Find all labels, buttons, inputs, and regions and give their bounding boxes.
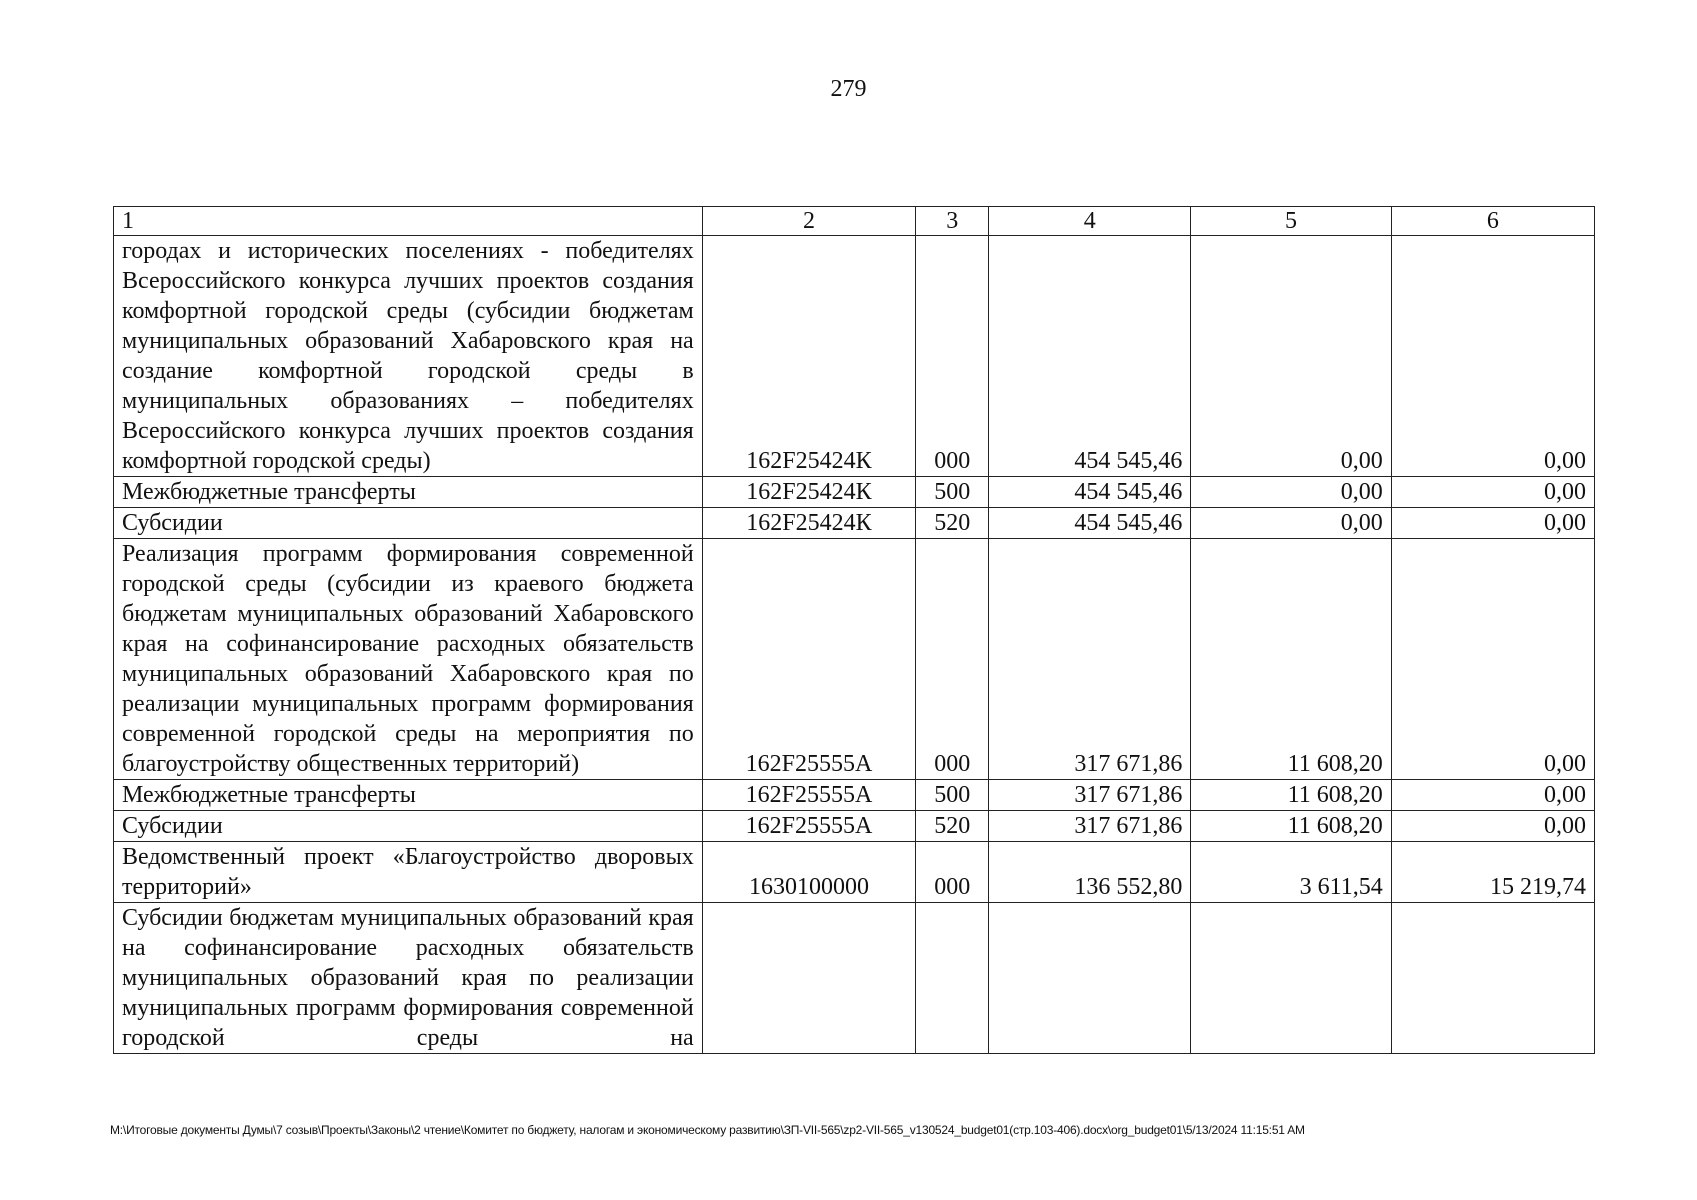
target-code: 162F25555А <box>702 539 916 780</box>
amount-col6: 0,00 <box>1391 539 1594 780</box>
row-description: Межбюджетные трансферты <box>114 780 703 811</box>
table-row <box>114 236 1595 477</box>
table-row <box>114 780 1595 811</box>
target-code: 162F25424К <box>702 477 916 508</box>
expense-type: 520 <box>916 811 989 842</box>
column-header: 5 <box>1191 207 1391 236</box>
amount-col4: 454 545,46 <box>989 477 1191 508</box>
amount-col6: 15 219,74 <box>1391 842 1594 903</box>
amount-col5: 0,00 <box>1191 236 1391 477</box>
amount-col6: 0,00 <box>1391 508 1594 539</box>
amount-col5: 11 608,20 <box>1191 539 1391 780</box>
column-header: 1 <box>114 207 703 236</box>
expense-type: 000 <box>916 236 989 477</box>
expense-type <box>916 903 989 1054</box>
amount-col4: 317 671,86 <box>989 539 1191 780</box>
amount-col4: 454 545,46 <box>989 236 1191 477</box>
table-row <box>114 477 1595 508</box>
amount-col5: 0,00 <box>1191 508 1391 539</box>
table-row <box>114 508 1595 539</box>
amount-col6: 0,00 <box>1391 236 1594 477</box>
amount-col4: 317 671,86 <box>989 811 1191 842</box>
column-header: 4 <box>989 207 1191 236</box>
table-row <box>114 811 1595 842</box>
target-code: 162F25424К <box>702 508 916 539</box>
row-description: Межбюджетные трансферты <box>114 477 703 508</box>
amount-col5 <box>1191 903 1391 1054</box>
table-row <box>114 539 1595 780</box>
amount-col4: 317 671,86 <box>989 780 1191 811</box>
amount-col5: 11 608,20 <box>1191 811 1391 842</box>
row-description: Реализация программ формирования современной городской среды (субсидии из краевого бюджета бюджетам муниципальных образований Хабаровского края на софинансирование расходных обязательств муниципальных образований Хабаровского края по реализации муниципальных программ формирования современной городской среды на мероприятия по благоустройству общественных территорий) <box>114 539 703 780</box>
column-header: 3 <box>916 207 989 236</box>
expense-type: 520 <box>916 508 989 539</box>
row-description: городах и исторических поселениях - победителях Всероссийского конкурса лучших проектов создания комфортной городской среды (субсидии бюджетам муниципальных образований Хабаровского края на создание комфортной городской среды в муниципальных образованиях – победителях Всероссийского конкурса лучших проектов создания комфортной городской среды) <box>114 236 703 477</box>
row-description: Субсидии <box>114 508 703 539</box>
target-code: 162F25555А <box>702 780 916 811</box>
file-path-footer: M:\Итоговые документы Думы\7 созыв\Проекты\Законы\2 чтение\Комитет по бюджету, налогам и экономическому развитию\ЗП-VII-565\zp2-VII-565_v130524_budget01(стр.103-406).docx\org_budget01\5/13/2024 11:15:51 AM <box>110 1123 1305 1137</box>
amount-col6: 0,00 <box>1391 477 1594 508</box>
amount-col5: 0,00 <box>1191 477 1391 508</box>
row-description: Субсидии бюджетам муниципальных образований края на софинансирование расходных обязательств муниципальных образований края по реализации муниципальных программ формирования современной городской среды на <box>114 903 703 1054</box>
expense-type: 000 <box>916 842 989 903</box>
target-code <box>702 903 916 1054</box>
amount-col6: 0,00 <box>1391 780 1594 811</box>
target-code: 162F25424К <box>702 236 916 477</box>
column-header: 2 <box>702 207 916 236</box>
amount-col5: 11 608,20 <box>1191 780 1391 811</box>
amount-col4: 136 552,80 <box>989 842 1191 903</box>
row-description: Субсидии <box>114 811 703 842</box>
target-code: 162F25555А <box>702 811 916 842</box>
expense-type: 000 <box>916 539 989 780</box>
expense-type: 500 <box>916 780 989 811</box>
target-code: 1630100000 <box>702 842 916 903</box>
expense-type: 500 <box>916 477 989 508</box>
amount-col6 <box>1391 903 1594 1054</box>
table-row <box>114 903 1595 1054</box>
table-row <box>114 842 1595 903</box>
table-header-row <box>114 207 1595 236</box>
column-header: 6 <box>1391 207 1594 236</box>
budget-table <box>113 206 1595 1054</box>
amount-col6: 0,00 <box>1391 811 1594 842</box>
page-number: 279 <box>830 76 867 102</box>
amount-col4: 454 545,46 <box>989 508 1191 539</box>
amount-col4 <box>989 903 1191 1054</box>
row-description: Ведомственный проект «Благоустройство дворовых территорий» <box>114 842 703 903</box>
amount-col5: 3 611,54 <box>1191 842 1391 903</box>
